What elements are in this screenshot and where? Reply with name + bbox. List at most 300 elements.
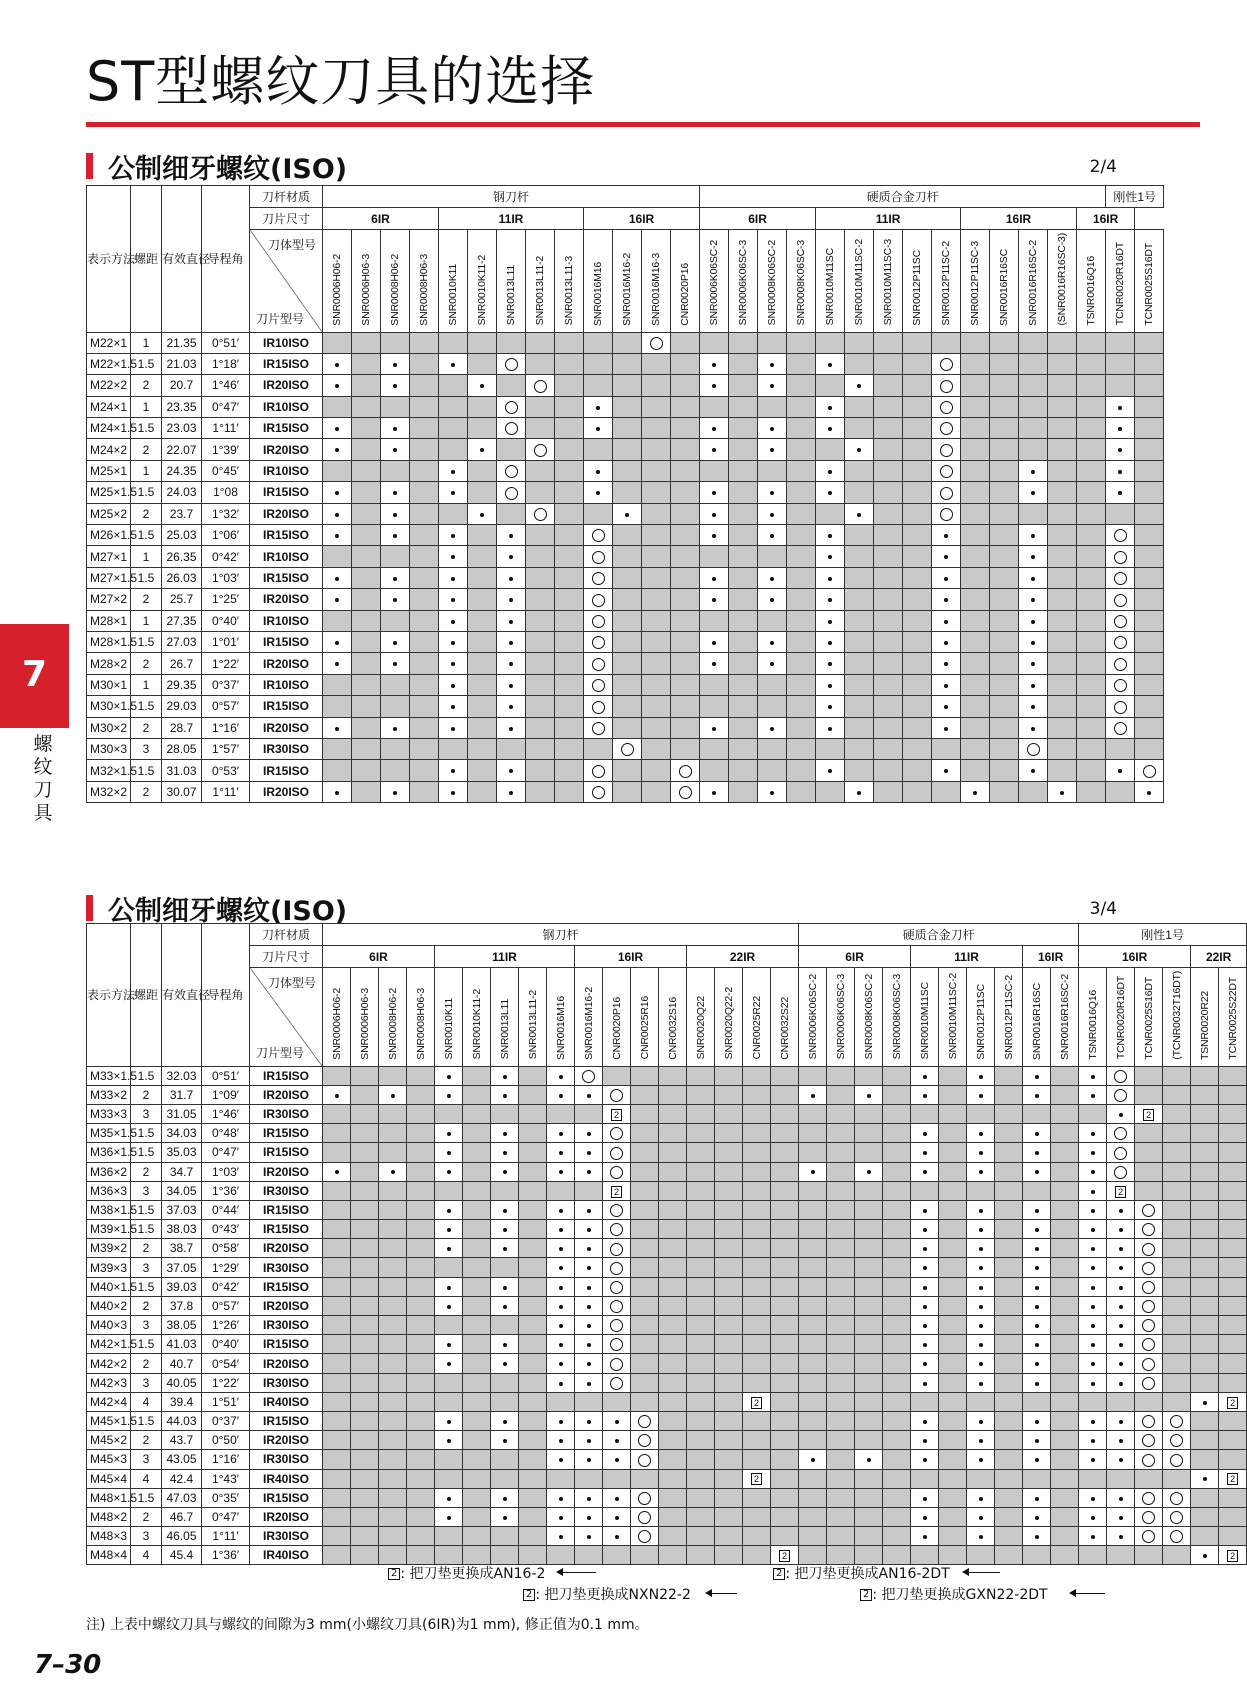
compatible-dot-icon bbox=[828, 555, 832, 559]
compat-cell bbox=[687, 1507, 715, 1526]
compat-cell bbox=[687, 1104, 715, 1123]
compat-cell bbox=[687, 1066, 715, 1085]
compatible-dot-icon bbox=[509, 620, 513, 624]
table-row bbox=[87, 1527, 1247, 1546]
compat-cell bbox=[491, 1162, 519, 1181]
compat-cell bbox=[990, 738, 1019, 759]
compat-cell bbox=[603, 1392, 631, 1411]
compat-cell bbox=[631, 1143, 659, 1162]
table-row bbox=[87, 525, 1164, 546]
compatible-dot-icon bbox=[979, 1151, 983, 1155]
compat-cell bbox=[799, 1354, 827, 1373]
holder-model-name: SNR0006K06SC-3 bbox=[737, 240, 750, 326]
compat-cell bbox=[700, 332, 729, 353]
compatible-dot-icon bbox=[867, 1170, 871, 1174]
label-insert-size: 刀片尺寸 bbox=[250, 208, 323, 230]
compat-cell bbox=[497, 332, 526, 353]
compat-cell bbox=[700, 396, 729, 417]
compatible-dot-icon bbox=[1035, 1535, 1039, 1539]
holder-model-header bbox=[659, 968, 687, 1067]
compat-cell bbox=[468, 396, 497, 417]
compat-cell bbox=[1135, 546, 1164, 567]
compat-cell bbox=[816, 525, 845, 546]
compatible-dot-icon bbox=[559, 1382, 563, 1386]
lead-angle: 0°50′ bbox=[202, 1431, 250, 1450]
recommended-circle-icon bbox=[638, 1492, 651, 1505]
compat-cell bbox=[439, 460, 468, 481]
compatible-dot-icon bbox=[559, 1458, 563, 1462]
compat-cell bbox=[1051, 1411, 1079, 1430]
compat-cell bbox=[845, 653, 874, 674]
compat-cell bbox=[799, 1181, 827, 1200]
compat-cell bbox=[526, 567, 555, 588]
compat-cell bbox=[468, 760, 497, 781]
compat-cell bbox=[410, 375, 439, 396]
compat-cell bbox=[911, 1066, 939, 1085]
compat-cell bbox=[700, 353, 729, 374]
compatible-dot-icon bbox=[509, 684, 513, 688]
compat-cell bbox=[323, 674, 352, 695]
shim-change-box-icon: 2 bbox=[611, 1186, 622, 1198]
compat-cell bbox=[961, 375, 990, 396]
compat-cell bbox=[351, 1507, 379, 1526]
compat-cell bbox=[799, 1239, 827, 1258]
compat-cell bbox=[911, 1335, 939, 1354]
compat-cell bbox=[1023, 1162, 1051, 1181]
compat-cell bbox=[1079, 1258, 1107, 1277]
holder-model-name: SNR0012P11SC-2 bbox=[1002, 975, 1015, 1060]
compat-cell bbox=[642, 482, 671, 503]
compat-cell bbox=[939, 1335, 967, 1354]
lead-angle: 0°53′ bbox=[202, 760, 250, 781]
compat-cell bbox=[410, 610, 439, 631]
recommended-circle-icon bbox=[940, 444, 953, 457]
compat-cell bbox=[1107, 1085, 1135, 1104]
compat-cell bbox=[827, 1239, 855, 1258]
compat-cell bbox=[671, 396, 700, 417]
compat-cell bbox=[671, 781, 700, 802]
compatible-dot-icon bbox=[923, 1497, 927, 1501]
compat-cell bbox=[1191, 1507, 1219, 1526]
insert-model: IR30ISO bbox=[250, 738, 323, 759]
table-row bbox=[87, 482, 1164, 503]
effective-diameter: 25.7 bbox=[162, 589, 202, 610]
compatible-dot-icon bbox=[393, 427, 397, 431]
holder-model-header bbox=[613, 230, 642, 333]
compat-cell bbox=[743, 1220, 771, 1239]
compat-cell bbox=[1077, 717, 1106, 738]
compat-cell bbox=[743, 1316, 771, 1335]
compat-cell bbox=[463, 1239, 491, 1258]
compatible-dot-icon bbox=[559, 1266, 563, 1270]
compat-cell bbox=[855, 1354, 883, 1373]
compatible-dot-icon bbox=[587, 1266, 591, 1270]
compat-cell bbox=[497, 696, 526, 717]
compat-cell bbox=[1163, 1066, 1191, 1085]
compatible-dot-icon bbox=[615, 1420, 619, 1424]
arrowhead-icon bbox=[705, 1589, 712, 1597]
compat-cell bbox=[497, 781, 526, 802]
compat-cell bbox=[379, 1085, 407, 1104]
compat-cell bbox=[555, 696, 584, 717]
compat-cell bbox=[491, 1316, 519, 1335]
compatible-dot-icon bbox=[587, 1305, 591, 1309]
compat-cell bbox=[883, 1277, 911, 1296]
compat-cell bbox=[1135, 1411, 1163, 1430]
effective-diameter: 34.05 bbox=[162, 1181, 202, 1200]
holder-model-header bbox=[967, 968, 995, 1067]
recommended-circle-icon bbox=[1114, 572, 1127, 585]
compat-cell bbox=[351, 1431, 379, 1450]
compat-cell bbox=[995, 1220, 1023, 1239]
compat-cell bbox=[468, 503, 497, 524]
compat-cell bbox=[379, 1488, 407, 1507]
thread-designation: M28×1 bbox=[87, 610, 131, 631]
compatible-dot-icon bbox=[447, 1305, 451, 1309]
compat-cell bbox=[1077, 760, 1106, 781]
holder-model-name: SNR0013L11 bbox=[505, 265, 517, 326]
recommended-circle-icon bbox=[1142, 1530, 1155, 1543]
thread-designation: M40×3 bbox=[87, 1316, 131, 1335]
compatible-dot-icon bbox=[811, 1094, 815, 1098]
recommended-circle-icon bbox=[1142, 1319, 1155, 1332]
compat-cell bbox=[526, 760, 555, 781]
compat-cell bbox=[491, 1181, 519, 1200]
compat-cell bbox=[379, 1200, 407, 1219]
compatible-dot-icon bbox=[770, 662, 774, 666]
compat-cell bbox=[381, 696, 410, 717]
compat-cell bbox=[1191, 1316, 1219, 1335]
holder-model-name: SNR0006H06-2 bbox=[331, 253, 343, 326]
compat-cell bbox=[439, 674, 468, 695]
compatible-dot-icon bbox=[923, 1151, 927, 1155]
compat-cell bbox=[1048, 460, 1077, 481]
lead-angle: 0°51′ bbox=[202, 1066, 250, 1085]
compat-cell bbox=[827, 1181, 855, 1200]
compat-cell bbox=[547, 1546, 575, 1565]
compat-cell bbox=[845, 546, 874, 567]
compat-cell bbox=[1191, 1143, 1219, 1162]
compat-cell bbox=[547, 1200, 575, 1219]
thread-pitch: 4 bbox=[131, 1392, 162, 1411]
compat-cell bbox=[715, 1143, 743, 1162]
compat-cell bbox=[491, 1200, 519, 1219]
holder-model-name: TSNR0016Q16 bbox=[1085, 255, 1098, 326]
compat-cell bbox=[939, 1124, 967, 1143]
compat-cell bbox=[407, 1143, 435, 1162]
compat-cell bbox=[1219, 1181, 1247, 1200]
lead-angle: 1°22′ bbox=[202, 1373, 250, 1392]
compat-cell bbox=[855, 1507, 883, 1526]
compat-cell bbox=[526, 781, 555, 802]
compat-cell bbox=[381, 546, 410, 567]
compatible-dot-icon bbox=[1035, 1094, 1039, 1098]
thread-designation: M40×1.5 bbox=[87, 1277, 131, 1296]
table-row bbox=[87, 546, 1164, 567]
compat-cell bbox=[547, 1296, 575, 1315]
compat-cell bbox=[903, 375, 932, 396]
compat-cell bbox=[827, 1469, 855, 1488]
compat-cell bbox=[883, 1316, 911, 1335]
compat-cell bbox=[883, 1124, 911, 1143]
compat-cell bbox=[659, 1124, 687, 1143]
compat-cell bbox=[1191, 1373, 1219, 1392]
compat-cell bbox=[816, 567, 845, 588]
compat-cell bbox=[715, 1546, 743, 1565]
compatible-dot-icon bbox=[1203, 1554, 1207, 1558]
thread-designation: M30×1 bbox=[87, 674, 131, 695]
insert-model: IR20ISO bbox=[250, 717, 323, 738]
compat-cell bbox=[758, 696, 787, 717]
compat-cell bbox=[381, 567, 410, 588]
compat-cell bbox=[1107, 1373, 1135, 1392]
holder-model-name: SNR0008K06SC-2 bbox=[766, 240, 779, 326]
thread-pitch: 3 bbox=[131, 1373, 162, 1392]
compat-cell bbox=[613, 631, 642, 652]
compat-cell bbox=[816, 418, 845, 439]
compat-cell bbox=[961, 503, 990, 524]
compat-cell bbox=[932, 781, 961, 802]
holder-model-header bbox=[1079, 968, 1107, 1067]
thread-pitch: 1.5 bbox=[131, 418, 162, 439]
compat-cell bbox=[575, 1546, 603, 1565]
effective-diameter: 23.35 bbox=[162, 396, 202, 417]
compat-cell bbox=[381, 482, 410, 503]
compat-cell bbox=[323, 1546, 351, 1565]
compat-cell bbox=[439, 418, 468, 439]
shim-change-box-icon: 2 bbox=[779, 1550, 790, 1562]
compat-cell bbox=[584, 375, 613, 396]
compat-cell bbox=[671, 375, 700, 396]
insert-model: IR15ISO bbox=[250, 1277, 323, 1296]
compat-cell bbox=[463, 1392, 491, 1411]
compat-cell bbox=[352, 653, 381, 674]
compat-cell bbox=[519, 1431, 547, 1450]
holder-model-name: SNR0006K06SC-2 bbox=[806, 974, 819, 1060]
recommended-circle-icon bbox=[621, 743, 634, 756]
compat-cell bbox=[1107, 1277, 1135, 1296]
recommended-circle-icon bbox=[592, 529, 605, 542]
compat-cell bbox=[799, 1488, 827, 1507]
compat-cell bbox=[961, 460, 990, 481]
compat-cell bbox=[1019, 418, 1048, 439]
compat-cell bbox=[575, 1507, 603, 1526]
effective-diameter: 27.03 bbox=[162, 631, 202, 652]
compatible-dot-icon bbox=[770, 641, 774, 645]
compat-cell bbox=[463, 1104, 491, 1123]
recommended-circle-icon bbox=[610, 1338, 623, 1351]
compat-cell bbox=[642, 460, 671, 481]
compatible-dot-icon bbox=[596, 491, 600, 495]
compat-cell bbox=[990, 418, 1019, 439]
holder-model-name: SNR0016M16 bbox=[554, 995, 567, 1060]
compatible-dot-icon bbox=[923, 1324, 927, 1328]
compat-cell bbox=[613, 738, 642, 759]
compat-cell bbox=[827, 1335, 855, 1354]
compat-cell bbox=[491, 1354, 519, 1373]
compat-cell bbox=[352, 482, 381, 503]
compat-cell bbox=[555, 332, 584, 353]
compat-cell bbox=[1107, 1469, 1135, 1488]
compat-cell bbox=[379, 1258, 407, 1277]
compat-cell bbox=[1219, 1527, 1247, 1546]
compat-cell bbox=[379, 1411, 407, 1430]
compat-cell bbox=[519, 1239, 547, 1258]
compat-cell bbox=[642, 610, 671, 631]
footnote-arrow bbox=[562, 1572, 596, 1573]
compat-cell bbox=[642, 781, 671, 802]
compatible-dot-icon bbox=[503, 1170, 507, 1174]
recommended-circle-icon bbox=[1170, 1434, 1183, 1447]
compat-cell bbox=[715, 1239, 743, 1258]
compat-cell bbox=[555, 631, 584, 652]
compatible-dot-icon bbox=[393, 727, 397, 731]
effective-diameter: 20.7 bbox=[162, 375, 202, 396]
compat-cell bbox=[743, 1488, 771, 1507]
holder-model-header bbox=[671, 230, 700, 333]
compatible-dot-icon bbox=[587, 1132, 591, 1136]
thread-designation: M48×4 bbox=[87, 1546, 131, 1565]
lead-angle: 0°48′ bbox=[202, 1124, 250, 1143]
compat-cell bbox=[435, 1200, 463, 1219]
compat-cell bbox=[642, 717, 671, 738]
compat-cell bbox=[1191, 1258, 1219, 1277]
thread-pitch: 2 bbox=[131, 439, 162, 460]
compat-cell bbox=[631, 1392, 659, 1411]
insert-model: IR20ISO bbox=[250, 1354, 323, 1373]
compat-cell bbox=[729, 439, 758, 460]
compat-cell bbox=[1079, 1124, 1107, 1143]
shim-change-box-icon: 2 bbox=[751, 1473, 762, 1485]
compat-cell bbox=[1219, 1143, 1247, 1162]
thread-pitch: 1.5 bbox=[131, 1143, 162, 1162]
thread-designation: M33×2 bbox=[87, 1085, 131, 1104]
compat-cell bbox=[995, 1181, 1023, 1200]
compatible-dot-icon bbox=[509, 641, 513, 645]
compat-cell bbox=[874, 567, 903, 588]
compat-cell bbox=[816, 439, 845, 460]
recommended-circle-icon bbox=[1143, 765, 1156, 778]
compat-cell bbox=[435, 1220, 463, 1239]
label-holder-material: 刀杆材质 bbox=[250, 186, 323, 208]
insert-model: IR40ISO bbox=[250, 1469, 323, 1488]
compat-cell bbox=[1191, 1527, 1219, 1546]
compat-cell bbox=[787, 353, 816, 374]
table-row bbox=[87, 332, 1164, 353]
table-row bbox=[87, 353, 1164, 374]
compat-cell bbox=[1135, 589, 1164, 610]
compatible-dot-icon bbox=[979, 1420, 983, 1424]
compat-cell bbox=[491, 1296, 519, 1315]
holder-model-name: SNR0008K06SC-3 bbox=[795, 240, 808, 326]
recommended-circle-icon bbox=[610, 1147, 623, 1160]
compatible-dot-icon bbox=[857, 384, 861, 388]
compatible-dot-icon bbox=[923, 1362, 927, 1366]
holder-model-header bbox=[352, 230, 381, 333]
compat-cell bbox=[407, 1181, 435, 1200]
compat-cell bbox=[555, 460, 584, 481]
compat-cell bbox=[323, 589, 352, 610]
compat-cell bbox=[1023, 1527, 1051, 1546]
compat-cell bbox=[903, 460, 932, 481]
compat-cell bbox=[410, 525, 439, 546]
compatible-dot-icon bbox=[712, 384, 716, 388]
compat-cell bbox=[1023, 1392, 1051, 1411]
compat-cell bbox=[381, 418, 410, 439]
compatible-dot-icon bbox=[393, 662, 397, 666]
compat-cell bbox=[659, 1296, 687, 1315]
compatible-dot-icon bbox=[503, 1497, 507, 1501]
compat-cell bbox=[351, 1200, 379, 1219]
compatible-dot-icon bbox=[923, 1382, 927, 1386]
compat-cell bbox=[1023, 1354, 1051, 1373]
compat-cell bbox=[352, 567, 381, 588]
effective-diameter: 26.7 bbox=[162, 653, 202, 674]
compatible-dot-icon bbox=[559, 1362, 563, 1366]
recommended-circle-icon bbox=[1170, 1530, 1183, 1543]
compat-cell bbox=[435, 1181, 463, 1200]
recommended-circle-icon bbox=[1142, 1243, 1155, 1256]
compat-cell bbox=[883, 1469, 911, 1488]
compat-cell bbox=[497, 631, 526, 652]
compat-cell bbox=[1106, 610, 1135, 631]
compat-cell bbox=[1023, 1373, 1051, 1392]
recommended-circle-icon bbox=[940, 508, 953, 521]
compat-cell bbox=[827, 1124, 855, 1143]
effective-diameter: 43.7 bbox=[162, 1431, 202, 1450]
size-group: 16IR bbox=[961, 208, 1077, 230]
holder-model-name: SNR0008H06-2 bbox=[389, 253, 401, 326]
compatible-dot-icon bbox=[559, 1535, 563, 1539]
compat-cell bbox=[1079, 1507, 1107, 1526]
material-group: 刚性1号 bbox=[1106, 186, 1164, 208]
compat-cell bbox=[903, 546, 932, 567]
compat-cell bbox=[1077, 589, 1106, 610]
compat-cell bbox=[1135, 418, 1164, 439]
compat-cell bbox=[1191, 1488, 1219, 1507]
compat-cell bbox=[1107, 1239, 1135, 1258]
compat-cell bbox=[743, 1411, 771, 1430]
compatible-dot-icon bbox=[1118, 769, 1122, 773]
compat-cell bbox=[1079, 1239, 1107, 1258]
compat-cell bbox=[787, 760, 816, 781]
compat-cell bbox=[463, 1085, 491, 1104]
compat-cell bbox=[491, 1392, 519, 1411]
compat-cell bbox=[1107, 1450, 1135, 1469]
compat-cell bbox=[1079, 1162, 1107, 1181]
compat-cell bbox=[939, 1296, 967, 1315]
compat-cell bbox=[323, 396, 352, 417]
effective-diameter: 26.35 bbox=[162, 546, 202, 567]
compat-cell bbox=[439, 567, 468, 588]
compat-cell bbox=[1019, 332, 1048, 353]
compat-cell bbox=[407, 1354, 435, 1373]
compat-cell bbox=[1107, 1296, 1135, 1315]
compatible-dot-icon bbox=[828, 470, 832, 474]
compat-cell bbox=[939, 1200, 967, 1219]
compat-cell bbox=[659, 1239, 687, 1258]
compat-cell bbox=[903, 503, 932, 524]
table-row bbox=[87, 1162, 1247, 1181]
compat-cell bbox=[855, 1181, 883, 1200]
compat-cell bbox=[613, 674, 642, 695]
compat-cell bbox=[497, 460, 526, 481]
compatible-dot-icon bbox=[393, 513, 397, 517]
compatible-dot-icon bbox=[867, 1094, 871, 1098]
compatible-dot-icon bbox=[393, 363, 397, 367]
holder-model-header bbox=[323, 230, 352, 333]
recommended-circle-icon bbox=[610, 1243, 623, 1256]
